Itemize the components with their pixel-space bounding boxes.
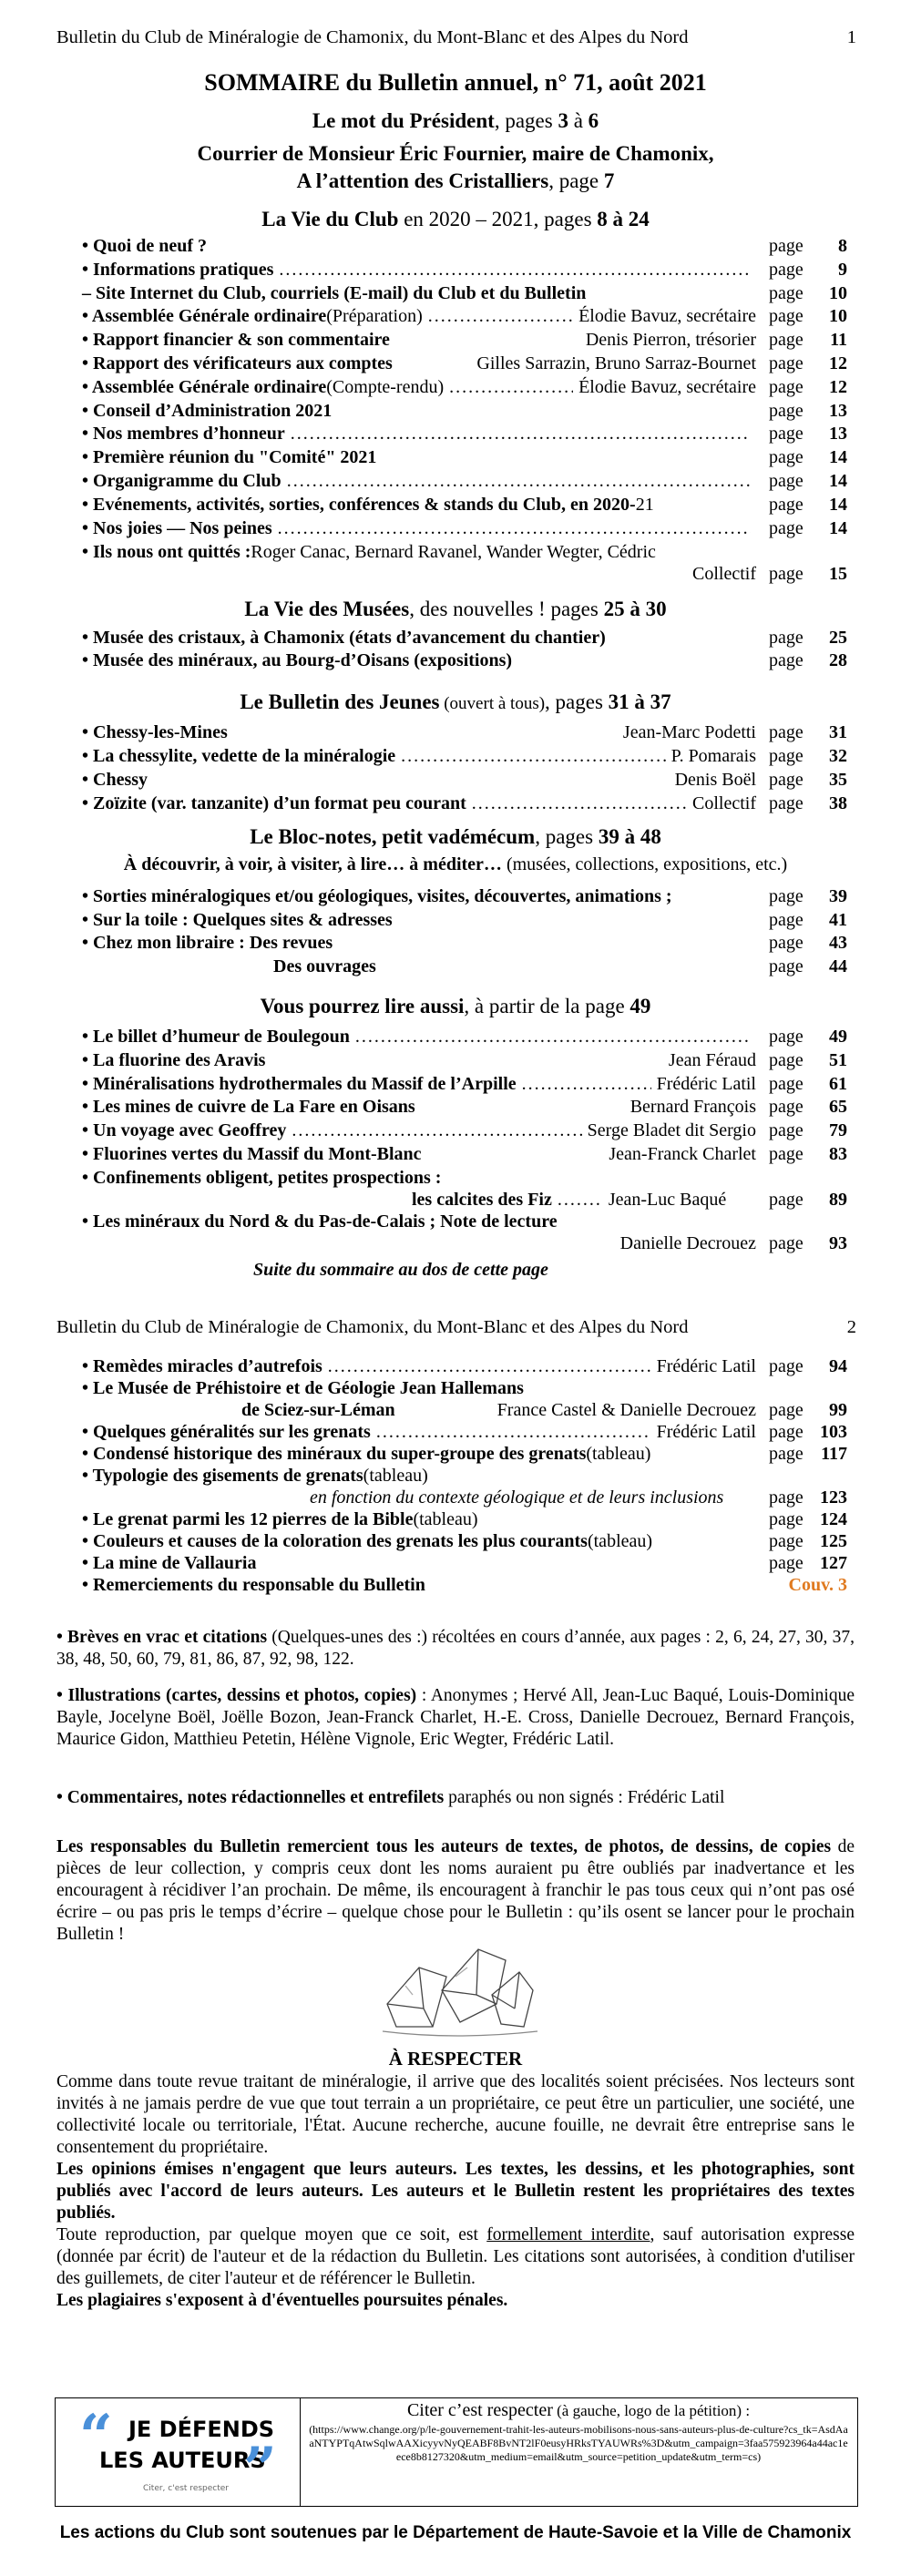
entry-title: • Couleurs et causes de la coloration des grenats les plus courants bbox=[82, 1531, 588, 1551]
page-number: 65 bbox=[829, 1097, 847, 1118]
entry-author: Frédéric Latil bbox=[656, 1356, 756, 1376]
page-number: 12 bbox=[829, 376, 847, 397]
page-label: page bbox=[769, 770, 804, 790]
page-number: 28 bbox=[829, 649, 847, 670]
page-label: page bbox=[769, 1027, 804, 1047]
entry-title: • Typologie des gisements de grenats bbox=[82, 1466, 363, 1486]
page-number: 35 bbox=[829, 770, 847, 790]
page-label: page bbox=[769, 236, 804, 256]
page-label: page bbox=[769, 793, 804, 813]
toc-entry-p2 bbox=[82, 1421, 847, 1443]
page-label: page bbox=[769, 722, 804, 742]
footer-support: Les actions du Club sont soutenues par le Département de Haute-Savoie et la Ville de Chamonix bbox=[59, 2523, 852, 2542]
courrier-line2: A l’attention des Cristalliers, page 7 bbox=[296, 169, 615, 192]
toc-entry-quittes-cont: Collectif page 15 bbox=[692, 564, 847, 584]
respect-title: À RESPECTER bbox=[388, 2048, 523, 2070]
toc-entry-jeunes bbox=[82, 769, 847, 791]
entry-title: • Informations pratiques bbox=[82, 259, 274, 280]
toc-entry-bloc bbox=[82, 909, 847, 931]
toc-entry-lire bbox=[82, 1119, 847, 1141]
president-word: Le mot du Président, pages 3 à 6 bbox=[312, 109, 599, 132]
summary-title: SOMMAIRE du Bulletin annuel, n° 71, août 2021 bbox=[204, 69, 707, 96]
page-label: page bbox=[769, 1531, 804, 1551]
entry-author: Gilles Sarrazin, Bruno Sarraz-Bournet bbox=[476, 353, 756, 373]
page-number-2: 2 bbox=[846, 1317, 856, 1337]
toc-entry-p2 bbox=[82, 1399, 847, 1421]
page-label: page bbox=[769, 1144, 804, 1164]
entry-title: • Un voyage avec Geoffrey bbox=[82, 1120, 287, 1141]
section-vie-des-musees: La Vie des Musées, des nouvelles ! pages 25 à 30 bbox=[244, 598, 667, 620]
toc-entry-musee bbox=[82, 649, 847, 671]
toc-entry-club bbox=[82, 329, 847, 351]
toc-entry-calcites: les calcites des Fiz ..... Jean-Luc Baqué page 89 bbox=[82, 1189, 847, 1211]
toc-entry-club bbox=[82, 494, 847, 516]
page-number: 123 bbox=[820, 1487, 847, 1508]
toc-entry-lire bbox=[82, 1143, 847, 1165]
page-label: page bbox=[769, 471, 804, 491]
entry-title: • Rapport financier & son commentaire bbox=[82, 330, 390, 351]
page-number: 13 bbox=[829, 400, 847, 421]
page-number: 43 bbox=[829, 933, 847, 953]
entry-title: • Sur la toile : Quelques sites & adresses bbox=[82, 909, 393, 930]
entry-title: • Chessy-les-Mines bbox=[82, 722, 228, 742]
page-number: 49 bbox=[829, 1027, 847, 1047]
page-label: page bbox=[769, 909, 804, 930]
entry-title: en fonction du contexte géologique et de leurs inclusions bbox=[310, 1487, 724, 1508]
page-label: page bbox=[769, 282, 804, 303]
entry-note: (tableau) bbox=[413, 1509, 478, 1529]
entry-author: Bernard François bbox=[630, 1097, 756, 1118]
page-number: 14 bbox=[829, 517, 847, 538]
toc-entry-bloc bbox=[82, 956, 847, 977]
entry-title: • Le grenat parmi les 12 pierres de la Bible bbox=[82, 1509, 414, 1529]
section-bloc-notes: Le Bloc-notes, petit vadémécum, pages 39 à 48 bbox=[250, 825, 661, 848]
toc-entry-p2 bbox=[82, 1465, 847, 1487]
section-lire-aussi: Vous pourrez lire aussi, à partir de la page 49 bbox=[260, 995, 651, 1017]
entry-author: Jean-Franck Charlet bbox=[609, 1144, 756, 1164]
entry-author: Jean Féraud bbox=[668, 1049, 756, 1070]
toc-entry-club bbox=[82, 470, 847, 492]
page-number: Couv. 3 bbox=[788, 1575, 847, 1595]
petition-logo bbox=[56, 2398, 301, 2506]
leader-dots bbox=[376, 1421, 651, 1443]
entry-author: Élodie Bavuz, secrétaire bbox=[578, 376, 756, 397]
toc-entry-club bbox=[82, 282, 847, 304]
toc-entry-p2 bbox=[82, 1487, 847, 1508]
entry-title: – Site Internet du Club, courriels (E-mail) du Club et du Bulletin bbox=[82, 282, 587, 303]
entry-title: • Conseil d’Administration 2021 bbox=[82, 400, 333, 421]
toc-entry-club bbox=[82, 259, 847, 281]
page-number: 117 bbox=[821, 1444, 847, 1464]
entry-note: 21 bbox=[635, 494, 654, 515]
page-number: 94 bbox=[829, 1356, 847, 1376]
page-label: page bbox=[769, 400, 804, 421]
leader-dots bbox=[292, 1119, 581, 1141]
page-label: page bbox=[769, 517, 804, 538]
entry-title: • Minéralisations hydrothermales du Massif de l’Arpille bbox=[82, 1073, 517, 1094]
page-number: 14 bbox=[829, 494, 847, 515]
entry-title: • Zoïzite (var. tanzanite) d’un format peu courant bbox=[82, 793, 466, 813]
entry-author: P. Pomarais bbox=[670, 746, 756, 766]
page-label: page bbox=[769, 424, 804, 445]
entry-title: • Première réunion du "Comité" 2021 bbox=[82, 447, 377, 468]
toc-entry-club bbox=[82, 517, 847, 539]
leader-dots bbox=[278, 517, 751, 539]
page-label: page bbox=[769, 933, 804, 953]
entry-title: • Evénements, activités, sorties, conférences & stands du Club, en 2020- bbox=[82, 494, 636, 515]
page-label: page bbox=[769, 1400, 804, 1420]
suite-note: Suite du sommaire au dos de cette page bbox=[253, 1260, 548, 1280]
breves-paragraph: • Brèves en vrac et citations (Quelques-unes des :) récoltées en cours d’année, aux pages : 2, 6, 24, 27, 30, 37, 38, 48, 50, 60, 79, 81, 86, 87, 92, 98, 122. bbox=[56, 1628, 855, 1669]
page-label: page bbox=[769, 306, 804, 327]
page-number: 11 bbox=[830, 330, 847, 351]
entry-author: Denis Pierron, trésorier bbox=[585, 330, 756, 351]
leader-dots bbox=[328, 1355, 651, 1377]
page-label: page bbox=[769, 447, 804, 468]
page-number: 31 bbox=[829, 722, 847, 742]
entry-title: • Musée des cristaux, à Chamonix (états d’avancement du chantier) bbox=[82, 628, 606, 648]
toc-entry-nord-cont: Danielle Decrouez page 93 bbox=[619, 1233, 847, 1253]
entry-title: • Remèdes miracles d’autrefois bbox=[82, 1356, 322, 1376]
page-number: 83 bbox=[829, 1144, 847, 1164]
entry-title: • Rapport des vérificateurs aux comptes bbox=[82, 353, 393, 373]
entry-author: Frédéric Latil bbox=[656, 1422, 756, 1442]
page-number: 41 bbox=[829, 909, 847, 930]
page-label: page bbox=[769, 1487, 804, 1508]
petition-citation bbox=[300, 2398, 857, 2506]
section-vie-du-club: La Vie du Club en 2020 – 2021, pages 8 à 24 bbox=[261, 208, 650, 230]
page-label: page bbox=[769, 1509, 804, 1529]
page-number: 10 bbox=[829, 306, 847, 327]
petition-url: (https://www.change.org/p/le-gouvernement-trahit-les-auteurs-mobilisons-nous-sans-auteurs-plus-de-culture?cs_tk=AsdAaaNTYPTqAtwSqlwAAXicyyvNyQEABF8BvNT2lF0eusyHRksTYAUWRs%3D&utm_campaign=3faa575923964a44ac1eece8b8127320&utm_medium=email&utm_source=petition_update&utm_term=cs) bbox=[309, 2423, 848, 2463]
entry-author: Frédéric Latil bbox=[656, 1073, 756, 1094]
entry-title: • Nos membres d’honneur bbox=[82, 424, 285, 445]
page-number: 12 bbox=[829, 353, 847, 373]
toc-entry-bloc bbox=[82, 932, 847, 954]
entry-title: Des ouvrages bbox=[273, 956, 376, 976]
entry-title: • Le Musée de Préhistoire et de Géologie Jean Hallemans bbox=[82, 1378, 524, 1398]
page-label: page bbox=[769, 1553, 804, 1573]
entry-note: (Préparation) bbox=[326, 306, 423, 327]
page-number: 51 bbox=[829, 1049, 847, 1070]
toc-entry-club bbox=[82, 446, 847, 468]
toc-entry-bloc bbox=[82, 885, 847, 907]
entry-title: • Chez mon libraire : Des revues bbox=[82, 933, 333, 953]
toc-entry-p2 bbox=[82, 1552, 847, 1574]
toc-entry-jeunes bbox=[82, 745, 847, 767]
entry-title: • Sorties minéralogiques et/ou géologiques, visites, découvertes, animations ; bbox=[82, 886, 672, 906]
page-number: 13 bbox=[829, 424, 847, 445]
entry-title: • Assemblée Générale ordinaire bbox=[82, 306, 327, 327]
page-label: page bbox=[769, 886, 804, 906]
entry-note: (Compte-rendu) bbox=[326, 376, 445, 397]
page-number: 14 bbox=[829, 447, 847, 468]
page-label: page bbox=[769, 376, 804, 397]
page-label: page bbox=[769, 1073, 804, 1094]
page-number: 8 bbox=[838, 236, 847, 256]
entry-title: • La chessylite, vedette de la minéralogie bbox=[82, 746, 396, 766]
leader-dots bbox=[472, 792, 687, 814]
toc-entry-club bbox=[82, 423, 847, 445]
close-quote-icon: ” bbox=[243, 2435, 277, 2503]
entry-author: Collectif bbox=[692, 793, 756, 813]
toc-entry-quittes: • Ils nous ont quittés : Roger Canac, Bernard Ravanel, Wander Wegter, Cédric bbox=[82, 542, 656, 562]
page-number: 14 bbox=[829, 471, 847, 491]
page-label: page bbox=[769, 956, 804, 976]
page-label: page bbox=[769, 1422, 804, 1442]
leader-dots bbox=[291, 423, 751, 445]
bloc-notes-subtitle: À découvrir, à voir, à visiter, à lire… à méditer… (musées, collections, expositions, etc.) bbox=[123, 854, 788, 874]
page-number: 38 bbox=[829, 793, 847, 813]
entry-author: Élodie Bavuz, secrétaire bbox=[578, 306, 756, 327]
running-header: Bulletin du Club de Minéralogie de Chamonix, du Mont-Blanc et des Alpes du Nord bbox=[56, 27, 689, 47]
page-number: 39 bbox=[829, 886, 847, 906]
entry-title: • Condensé historique des minéraux du super-groupe des grenats bbox=[82, 1444, 587, 1464]
toc-entry-musee bbox=[82, 627, 847, 649]
open-quote-icon: “ bbox=[79, 2402, 113, 2470]
page-number: 9 bbox=[838, 259, 847, 280]
page-label: page bbox=[769, 494, 804, 515]
toc-entry-p2 bbox=[82, 1443, 847, 1465]
logo-line1: JE DÉFENDS bbox=[128, 2417, 275, 2442]
page-label: page bbox=[769, 1444, 804, 1464]
entry-title: • Quoi de neuf ? bbox=[82, 236, 208, 256]
page-number: 125 bbox=[820, 1531, 847, 1551]
running-header-2: Bulletin du Club de Minéralogie de Chamonix, du Mont-Blanc et des Alpes du Nord bbox=[56, 1317, 689, 1337]
toc-entry-lire bbox=[82, 1073, 847, 1095]
leader-dots bbox=[355, 1026, 751, 1048]
entry-note: (tableau) bbox=[587, 1531, 653, 1551]
entry-title: • Les mines de cuivre de La Fare en Oisans bbox=[82, 1097, 415, 1118]
toc-entry-club bbox=[82, 305, 847, 327]
page-number: 32 bbox=[829, 746, 847, 766]
page-label: page bbox=[769, 259, 804, 280]
respect-paragraph-3: Toute reproduction, par quelque moyen que ce soit, est formellement interdite, sauf autorisation expresse (donnée par écrit) de l'auteur et de la rédaction du Bulletin. Les citations sont autorisées, à condition d'utiliser des guillemets, de citer l'auteur et de référencer le Bulletin. bbox=[56, 2225, 855, 2288]
page-number: 127 bbox=[820, 1553, 847, 1573]
entry-title: • Le billet d’humeur de Boulegoun bbox=[82, 1027, 350, 1047]
page-label: page bbox=[769, 649, 804, 670]
page-label: page bbox=[769, 353, 804, 373]
page-number: 44 bbox=[829, 956, 847, 976]
entry-author: Denis Boël bbox=[674, 770, 756, 790]
entry-title: • Remerciements du responsable du Bulletin bbox=[82, 1575, 425, 1595]
entry-title: • Fluorines vertes du Massif du Mont-Blanc bbox=[82, 1144, 422, 1164]
entry-title: • Chessy bbox=[82, 770, 148, 790]
page-label: page bbox=[769, 628, 804, 648]
section-bulletin-jeunes: Le Bulletin des Jeunes (ouvert à tous), pages 31 à 37 bbox=[240, 690, 671, 713]
entry-title: • La mine de Vallauria bbox=[82, 1553, 257, 1573]
toc-entry-lire bbox=[82, 1049, 847, 1071]
page-label: page bbox=[769, 1049, 804, 1070]
toc-entry-confinements: • Confinements obligent, petites prospections : bbox=[82, 1168, 442, 1188]
page-number: 25 bbox=[829, 628, 847, 648]
remerciements-paragraph: Les responsables du Bulletin remercient tous les auteurs de textes, de photos, de dessins, de copies de pièces de leur collection, y compris ceux dont les noms auraient pu être oubliés par inadvertance et les encouragent à récidiver l’an prochain. De même, ils encouragent à franchir le pas tous ceux qui n’ont pas osé écrire – ou pas pris le temps d’écrire – quelque chose pour le Bulletin : qu’ils osent se lancer pour le prochain Bulletin ! bbox=[56, 1837, 855, 1944]
toc-entry-club bbox=[82, 376, 847, 398]
entry-title: • Assemblée Générale ordinaire bbox=[82, 376, 327, 397]
entry-note: (tableau) bbox=[363, 1466, 428, 1486]
toc-entry-club bbox=[82, 353, 847, 374]
respect-paragraph-2: Les opinions émises n'engagent que leurs auteurs. Les textes, les dessins, et les photographies, sont publiés avec l'accord de leurs auteurs. Les auteurs et le Bulletin restent les propriétaires des textes publiés. bbox=[56, 2160, 855, 2223]
courrier-line1: Courrier de Monsieur Éric Fournier, maire de Chamonix, bbox=[197, 142, 714, 165]
leader-dots bbox=[279, 259, 751, 281]
page-label: page bbox=[769, 746, 804, 766]
page-label: page bbox=[769, 1356, 804, 1376]
commentaires-paragraph: • Commentaires, notes rédactionnelles et entrefilets paraphés ou non signés : Frédéric Latil bbox=[56, 1788, 725, 1807]
entry-title: • La fluorine des Aravis bbox=[82, 1049, 266, 1070]
leader-dots bbox=[287, 470, 751, 492]
toc-entry-p2 bbox=[82, 1508, 847, 1530]
page-label: page bbox=[769, 330, 804, 351]
toc-entry-p2 bbox=[82, 1574, 847, 1596]
logo-tagline: Citer, c'est respecter bbox=[143, 2484, 230, 2493]
page-number: 79 bbox=[829, 1120, 847, 1141]
page-number: 61 bbox=[829, 1073, 847, 1094]
crystal-drawing-image bbox=[369, 1940, 542, 2040]
entry-title: • Musée des minéraux, au Bourg-d’Oisans (expositions) bbox=[82, 649, 513, 670]
entry-title: • Quelques généralités sur les grenats bbox=[82, 1422, 371, 1442]
entry-author: France Castel & Danielle Decrouez bbox=[496, 1400, 756, 1420]
entry-title: de Sciez-sur-Léman bbox=[241, 1400, 395, 1420]
entry-title: • Organigramme du Club bbox=[82, 471, 281, 491]
toc-entry-club bbox=[82, 400, 847, 422]
page-label: page bbox=[769, 1120, 804, 1141]
toc-entry-p2 bbox=[82, 1355, 847, 1377]
page-label: page bbox=[769, 1097, 804, 1118]
respect-paragraph-4: Les plagiaires s'exposent à d'éventuelles poursuites pénales. bbox=[56, 2291, 508, 2310]
toc-entry-p2 bbox=[82, 1377, 847, 1399]
toc-entry-lire bbox=[82, 1096, 847, 1118]
citer-heading: Citer c’est respecter (à gauche, logo de la pétition) : bbox=[406, 2400, 751, 2420]
leader-dots bbox=[401, 745, 666, 767]
illustrations-paragraph: • Illustrations (cartes, dessins et photos, copies) : Anonymes ; Hervé All, Jean-Luc Baqué, Louis-Dominique Bayle, Jocelyne Boël, Joëlle Bozon, Jean-Franck Charlet, H.-E. Cross, Danielle Decrouez, Bernard François, Maurice Gidon, Matthieu Petetin, Hélène Vignole, Eric Wegter, Frédéric Latil. bbox=[56, 1686, 855, 1749]
respect-paragraph-1: Comme dans toute revue traitant de minéralogie, il arrive que des localités soient précisées. Nos lecteurs sont invités à ne jamais perdre de vue que tout terrain a un propriétaire, ce peut être un particulier, une société, une collectivité locale ou territoriale, l'État. Aucune recherche, aucune fouille, ne devrait être entreprise sans le consentement du propriétaire. bbox=[56, 2072, 855, 2157]
page-number: 99 bbox=[829, 1400, 847, 1420]
toc-entry-lire bbox=[82, 1026, 847, 1048]
entry-author: Serge Bladet dit Sergio bbox=[587, 1120, 756, 1141]
entry-note: (tableau) bbox=[586, 1444, 651, 1464]
leader-dots bbox=[428, 305, 573, 327]
page-number: 10 bbox=[829, 282, 847, 303]
leader-dots bbox=[449, 376, 573, 398]
toc-entry-jeunes bbox=[82, 721, 847, 743]
petition-box bbox=[55, 2397, 858, 2507]
toc-entry-nord: • Les minéraux du Nord & du Pas-de-Calais ; Note de lecture bbox=[82, 1211, 558, 1232]
entry-title: • Nos joies — Nos peines bbox=[82, 517, 272, 538]
toc-entry-p2 bbox=[82, 1530, 847, 1552]
logo-line2: LES AUTEURS bbox=[99, 2448, 266, 2473]
leader-dots bbox=[522, 1073, 651, 1095]
page-number: 124 bbox=[820, 1509, 847, 1529]
page-number: 1 bbox=[846, 27, 856, 47]
toc-entry-jeunes bbox=[82, 792, 847, 814]
toc-entry-club bbox=[82, 235, 847, 257]
page-2 bbox=[0, 1312, 911, 2576]
page-number: 103 bbox=[820, 1422, 847, 1442]
entry-author: Jean-Marc Podetti bbox=[622, 722, 756, 742]
